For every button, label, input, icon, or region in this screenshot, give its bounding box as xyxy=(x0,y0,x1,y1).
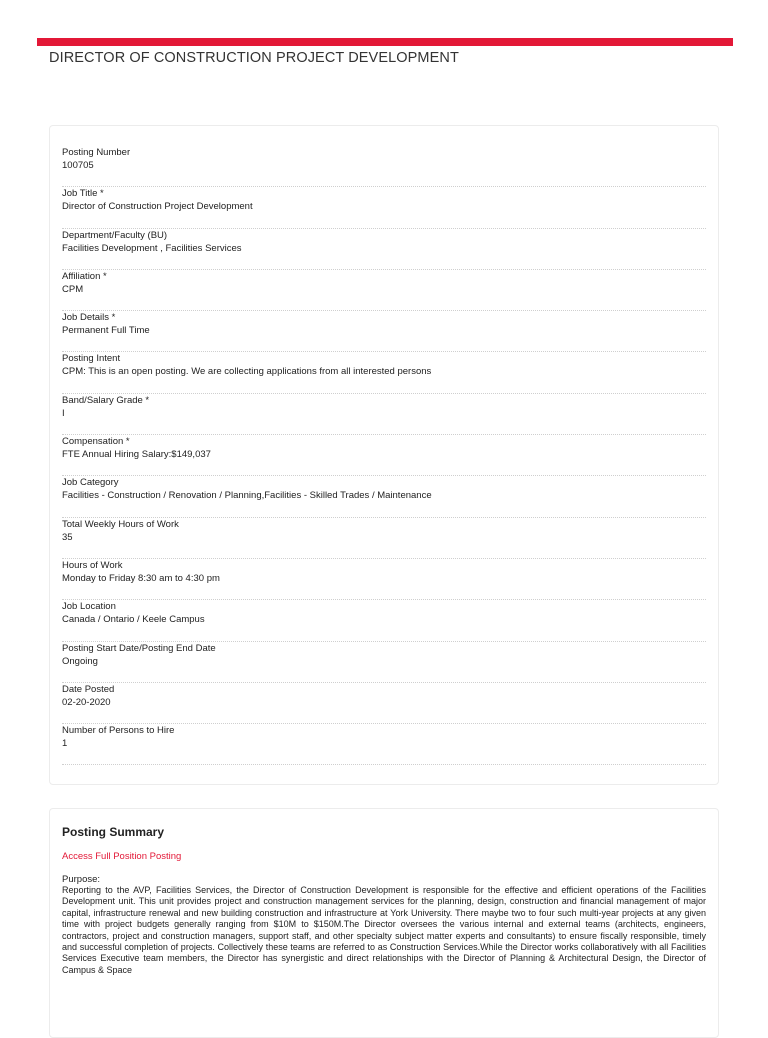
field-posting-intent xyxy=(62,352,706,393)
field-label: Date Posted xyxy=(62,683,115,695)
field-value: 02-20-2020 xyxy=(62,696,111,708)
field-label: Job Category xyxy=(62,477,119,489)
field-posting-number xyxy=(62,146,706,187)
field-affiliation xyxy=(62,270,706,311)
field-compensation xyxy=(62,435,706,476)
purpose-label: Purpose: xyxy=(62,874,101,885)
field-value: Monday to Friday 8:30 am to 4:30 pm xyxy=(62,572,220,584)
field-value: Facilities Development , Facilities Services xyxy=(62,242,242,254)
field-label: Posting Intent xyxy=(62,353,121,365)
field-value: CPM: This is an open posting. We are collecting applications from all interested persons xyxy=(62,366,432,378)
field-label: Posting Start Date/Posting End Date xyxy=(62,642,216,654)
field-job-category xyxy=(62,476,706,517)
field-value: 35 xyxy=(62,531,73,543)
job-details-card xyxy=(49,125,719,785)
field-weekly-hours xyxy=(62,518,706,559)
field-label: Hours of Work xyxy=(62,559,123,571)
field-label: Job Title * xyxy=(62,188,104,200)
top-accent-bar xyxy=(37,38,733,46)
field-persons-to-hire xyxy=(62,724,706,765)
field-value: Ongoing xyxy=(62,655,98,667)
full-posting-link[interactable]: Access Full Position Posting xyxy=(62,851,182,862)
posting-summary-card xyxy=(49,808,719,1038)
field-label: Posting Number xyxy=(62,147,131,158)
field-label: Affiliation * xyxy=(62,270,107,282)
field-value: CPM xyxy=(62,283,84,295)
summary-body: Reporting to the AVP, Facilities Services, the Director of Construction Development is responsible for the effective and efficient operations of the Facilities Development unit. This unit provides project and construction management services for the planning, design, construction and financial management of major capital, infrastructure renewal and new building construction and infrastructure at York University. There maybe two to four such multi-year projects at any given time with project budgets generally ranging from $10M to $150M.The Director oversees the various internal and external teams (architects, engineers, contractors, project and construction managers, support staff, and other specialty subject matter experts and consultants) to ensure fiscally responsible, timely and successful completion of projects. Collectively these teams are referred to as Construction Services.While the Director works collaboratively with all Facilities Services Executive team members, the Director has synergistic and direct relationships with the Director of Planning & Architectural Design, the Director of Campus & Space xyxy=(62,885,706,975)
field-value: 100705 xyxy=(62,160,94,171)
field-department xyxy=(62,229,706,270)
field-hours-of-work xyxy=(62,559,706,600)
field-value: Permanent Full Time xyxy=(62,325,150,337)
field-date-posted xyxy=(62,683,706,724)
field-posting-dates xyxy=(62,642,706,683)
field-band-salary-grade xyxy=(62,394,706,435)
field-job-details xyxy=(62,311,706,352)
field-value: 1 xyxy=(62,738,68,750)
field-value: Canada / Ontario / Keele Campus xyxy=(62,614,205,626)
field-label: Job Location xyxy=(62,601,116,613)
field-label: Compensation * xyxy=(62,436,130,448)
field-value: Facilities - Construction / Renovation / Planning,Facilities - Skilled Trades / Maintenance xyxy=(62,490,432,502)
page-title: DIRECTOR OF CONSTRUCTION PROJECT DEVELOPMENT xyxy=(49,50,459,66)
field-label: Job Details * xyxy=(62,312,116,324)
field-label: Band/Salary Grade * xyxy=(62,394,150,406)
summary-title: Posting Summary xyxy=(62,825,165,839)
field-value: I xyxy=(62,407,65,419)
field-value: FTE Annual Hiring Salary:$149,037 xyxy=(62,449,211,461)
field-label: Number of Persons to Hire xyxy=(62,725,175,737)
field-job-location xyxy=(62,600,706,641)
field-label: Department/Faculty (BU) xyxy=(62,229,168,241)
field-job-title xyxy=(62,187,706,228)
field-label: Total Weekly Hours of Work xyxy=(62,518,179,530)
field-value: Director of Construction Project Development xyxy=(62,201,253,213)
